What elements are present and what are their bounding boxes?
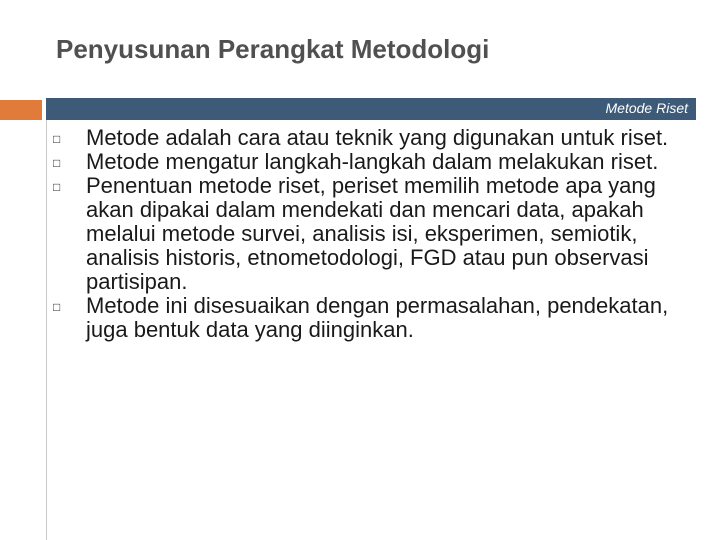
hollow-square-bullet-icon: □ — [53, 156, 61, 170]
divider-line — [46, 120, 47, 540]
section-banner — [46, 98, 696, 120]
bullet-text: Penentuan metode riset, periset memilih metode apa yang akan dipakai dalam mendekati dan mencari data, apakah melalui metode survei, analisis isi, eksperimen, semiotik, analisis historis, etnometodologi, FGD atau pun observasi partisipan. — [86, 173, 656, 294]
accent-bar — [0, 100, 42, 120]
bullet-text: Metode mengatur langkah-langkah dalam melakukan riset. — [86, 149, 659, 174]
bullet-item — [52, 126, 692, 150]
hollow-square-bullet-icon: □ — [53, 132, 61, 146]
hollow-square-bullet-icon: □ — [53, 180, 61, 194]
banner-label: Metode Riset — [605, 100, 688, 116]
bullet-item — [52, 294, 692, 342]
bullet-item — [52, 174, 692, 294]
bullet-text: Metode ini disesuaikan dengan permasalahan, pendekatan, juga bentuk data yang diinginkan. — [86, 293, 669, 342]
hollow-square-bullet-icon: □ — [53, 300, 61, 314]
bullet-text: Metode adalah cara atau teknik yang digunakan untuk riset. — [86, 125, 669, 150]
bullet-list — [52, 126, 692, 342]
bullet-item — [52, 150, 692, 174]
slide-title: Penyusunan Perangkat Metodologi — [56, 34, 490, 64]
